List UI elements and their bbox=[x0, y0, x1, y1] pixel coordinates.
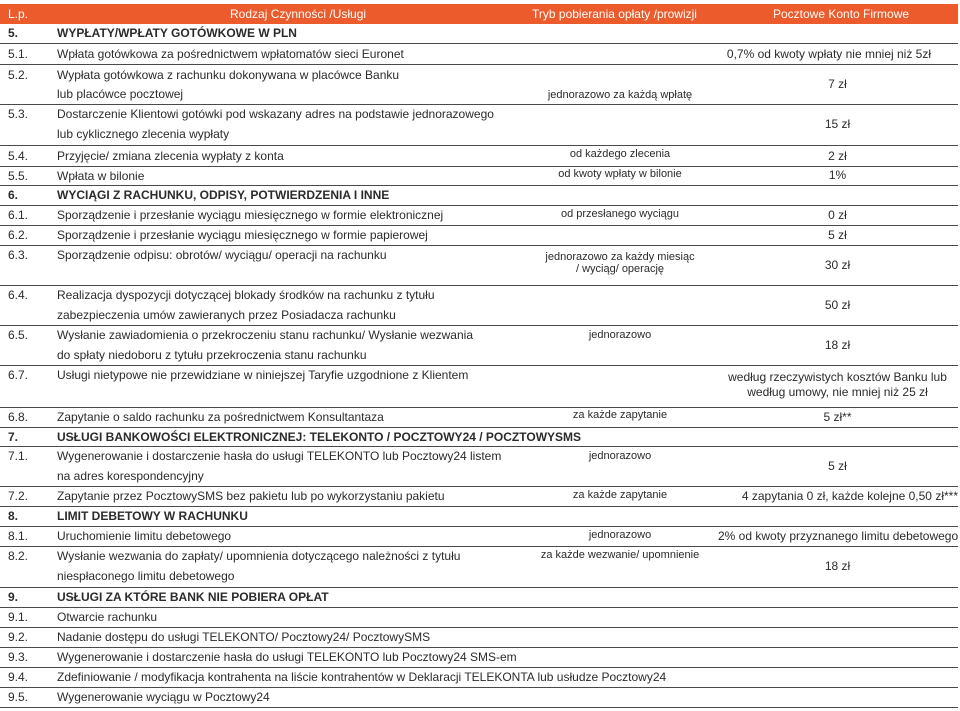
row-description: lub cyklicznego zlecenia wypłaty bbox=[57, 127, 230, 141]
fee-value: według rzeczywistych kosztów Banku lub bbox=[728, 370, 947, 384]
fee-value: 2 zł bbox=[828, 149, 847, 163]
section-header-row bbox=[0, 507, 958, 527]
row-description: na adres korespondencyjny bbox=[57, 469, 204, 483]
row-number: 7. bbox=[8, 429, 19, 444]
row-number: 6.2. bbox=[8, 228, 29, 242]
table-row bbox=[0, 408, 958, 428]
table-row bbox=[0, 246, 958, 286]
row-description: Wygenerowanie i dostarczenie hasła do usługi TELEKONTO lub Pocztowy24 SMS-em bbox=[57, 650, 517, 664]
fee-mode: za każde zapytanie bbox=[572, 408, 668, 421]
fee-value: 0 zł bbox=[828, 208, 847, 222]
table-row bbox=[0, 326, 958, 366]
row-description: Zapytanie o saldo rachunku za pośrednictwem Konsultantaza bbox=[57, 410, 384, 424]
row-number: 9.3. bbox=[8, 650, 29, 664]
fee-value: 0,7% od kwoty wpłaty nie mniej niż 5zł bbox=[726, 47, 931, 61]
row-number: 9.2. bbox=[8, 630, 29, 644]
row-number: 8. bbox=[8, 509, 19, 523]
table-row bbox=[0, 628, 958, 648]
row-description: Usługi nietypowe nie przewidziane w niniejszej Taryfie uzgodnione z Klientem bbox=[57, 368, 469, 382]
row-number: 6.5. bbox=[8, 328, 29, 342]
fee-value: 18 zł bbox=[824, 338, 851, 352]
table-row bbox=[0, 286, 958, 326]
row-description: niespłaconego limitu debetowego bbox=[57, 569, 235, 583]
fee-value: 5 zł** bbox=[823, 410, 852, 424]
row-number: 5.3. bbox=[8, 107, 29, 121]
row-description: Dostarczenie Klientowi gotówki pod wskazany adres na podstawie jednorazowego bbox=[57, 107, 494, 121]
table-row bbox=[0, 487, 958, 507]
fee-value: 1% bbox=[828, 168, 847, 182]
row-number: 7.2. bbox=[8, 489, 29, 503]
row-description: WYCIĄGI Z RACHUNKU, ODPISY, POTWIERDZENIA I INNE bbox=[57, 188, 390, 202]
row-description: Wpłata w bilonie bbox=[57, 168, 145, 183]
row-description: Wysłanie wezwania do zapłaty/ upomnienia dotyczącego należności z tytułu bbox=[57, 549, 461, 563]
section-header-row bbox=[0, 186, 958, 206]
table-header bbox=[0, 4, 958, 24]
row-description: USŁUGI ZA KTÓRE BANK NIE POBIERA OPŁAT bbox=[57, 590, 329, 604]
fee-mode: za każde zapytanie bbox=[572, 488, 668, 501]
fee-value: 2% od kwoty przyznanego limitu debetowego bbox=[718, 529, 959, 543]
row-number: 6.8. bbox=[8, 410, 29, 424]
row-description: Wysłanie zawiadomienia o przekroczeniu stanu rachunku/ Wysłanie wezwania bbox=[57, 328, 473, 342]
fee-mode: jednorazowo bbox=[588, 328, 652, 341]
row-number: 6.3. bbox=[8, 248, 29, 262]
row-description: Sporządzenie odpisu: obrotów/ wyciągu/ operacji na rachunku bbox=[57, 248, 387, 262]
fee-value: 18 zł bbox=[824, 559, 851, 573]
row-description: Sporządzenie i przesłanie wyciągu miesięcznego w formie elektronicznej bbox=[57, 208, 444, 222]
table-row bbox=[0, 668, 958, 688]
fee-mode: od przesłanego wyciągu bbox=[560, 207, 680, 220]
row-number: 8.1. bbox=[8, 529, 29, 543]
row-description: Wpłata gotówkowa za pośrednictwem wpłatomatów sieci Euronet bbox=[57, 46, 404, 61]
fee-mode: od kwoty wpłaty w bilonie bbox=[558, 167, 682, 180]
table-row bbox=[0, 527, 958, 547]
row-description: lub placówce pocztowej bbox=[57, 87, 184, 101]
row-number: 8.2. bbox=[8, 549, 29, 563]
row-description: zabezpieczenia umów zawieranych przez Posiadacza rachunku bbox=[57, 308, 396, 322]
fee-mode: od każdego zlecenia bbox=[569, 147, 671, 160]
header-description: Rodzaj Czynności /Usługi bbox=[230, 7, 367, 21]
row-number: 5.5. bbox=[8, 168, 29, 183]
table-row bbox=[0, 44, 958, 65]
row-number: 5.1. bbox=[8, 46, 29, 61]
row-description: Wygenerowanie wyciągu w Pocztowy24 bbox=[57, 690, 270, 704]
row-description: Zapytanie przez PocztowySMS bez pakietu lub po wykorzystaniu pakietu bbox=[57, 489, 445, 503]
fee-value: 50 zł bbox=[824, 298, 851, 312]
table-row bbox=[0, 648, 958, 668]
row-number: 9.5. bbox=[8, 690, 29, 704]
table-row bbox=[0, 688, 958, 708]
row-number: 9. bbox=[8, 590, 19, 604]
fee-value: 15 zł bbox=[824, 117, 851, 131]
table-row bbox=[0, 65, 958, 105]
fee-value: 5 zł bbox=[828, 228, 847, 242]
row-description: WYPŁATY/WPŁATY GOTÓWKOWE W PLN bbox=[57, 26, 297, 40]
table-row bbox=[0, 366, 958, 408]
row-number: 6.4. bbox=[8, 288, 29, 302]
table-row bbox=[0, 547, 958, 588]
row-description: Zdefiniowanie / modyfikacja kontrahenta na liście kontrahentów w Deklaracji TELEKONTA lub usłudze Pocztowy24 bbox=[57, 670, 667, 684]
row-description: Sporządzenie i przesłanie wyciągu miesięcznego w formie papierowej bbox=[57, 228, 428, 242]
row-description: do spłaty niedoboru z tytułu przekroczenia stanu rachunku bbox=[57, 348, 367, 362]
table-row bbox=[0, 105, 958, 146]
row-number: 6. bbox=[8, 188, 19, 202]
row-number: 9.1. bbox=[8, 610, 29, 624]
section-header-row bbox=[0, 428, 958, 447]
section-header-row bbox=[0, 24, 958, 44]
section-header-row bbox=[0, 588, 958, 608]
row-number: 6.7. bbox=[8, 368, 29, 382]
fee-mode: jednorazowo bbox=[588, 449, 652, 462]
fee-mode: jednorazowo za każdy miesiąc bbox=[545, 250, 695, 263]
row-number: 5.4. bbox=[8, 148, 29, 163]
row-description: Wypłata gotówkowa z rachunku dokonywana w placówce Banku bbox=[57, 68, 400, 82]
fee-mode: za każde wezwanie/ upomnienie bbox=[540, 548, 700, 561]
table-row bbox=[0, 167, 958, 186]
row-number: 9.4. bbox=[8, 670, 29, 684]
row-description: Wygenerowanie i dostarczenie hasła do usługi TELEKONTO lub Pocztowy24 listem bbox=[57, 449, 502, 463]
row-description: Przyjęcie/ zmiana zlecenia wypłaty z konta bbox=[57, 148, 284, 163]
table-row bbox=[0, 146, 958, 167]
header-lp: L.p. bbox=[8, 7, 29, 21]
row-number: 5. bbox=[8, 26, 19, 40]
header-account-fee: Pocztowe Konto Firmowe bbox=[773, 7, 910, 21]
row-description: Realizacja dyspozycji dotyczącej blokady środków na rachunku z tytułu bbox=[57, 288, 435, 302]
header-fee-mode: Tryb pobierania opłaty /prowizji bbox=[532, 7, 697, 21]
row-description: USŁUGI BANKOWOŚCI ELEKTRONICZNEJ: TELEKONTO / POCZTOWY24 / POCZTOWYSMS bbox=[57, 429, 582, 444]
row-number: 6.1. bbox=[8, 208, 29, 222]
table-row bbox=[0, 608, 958, 628]
fee-value: według umowy, nie mniej niż 25 zł bbox=[747, 385, 928, 399]
fee-mode: jednorazowo bbox=[588, 528, 652, 541]
fee-value: 7 zł bbox=[828, 77, 847, 91]
row-number: 7.1. bbox=[8, 449, 29, 463]
fee-value: 4 zapytania 0 zł, każde kolejne 0,50 zł*** bbox=[741, 489, 958, 503]
fee-value: 5 zł bbox=[828, 459, 847, 473]
fee-value: 30 zł bbox=[824, 258, 851, 272]
row-number: 5.2. bbox=[8, 68, 29, 82]
table-row bbox=[0, 206, 958, 226]
table-row bbox=[0, 226, 958, 246]
row-description: Otwarcie rachunku bbox=[57, 610, 158, 624]
table-row bbox=[0, 447, 958, 487]
fee-mode: / wyciąg/ operację bbox=[575, 262, 665, 275]
fee-mode: jednorazowo za każdą wpłatę bbox=[547, 88, 693, 101]
row-description: Uruchomienie limitu debetowego bbox=[57, 529, 232, 543]
row-description: Nadanie dostępu do usługi TELEKONTO/ Pocztowy24/ PocztowySMS bbox=[57, 630, 431, 644]
row-description: LIMIT DEBETOWY W RACHUNKU bbox=[57, 509, 248, 523]
